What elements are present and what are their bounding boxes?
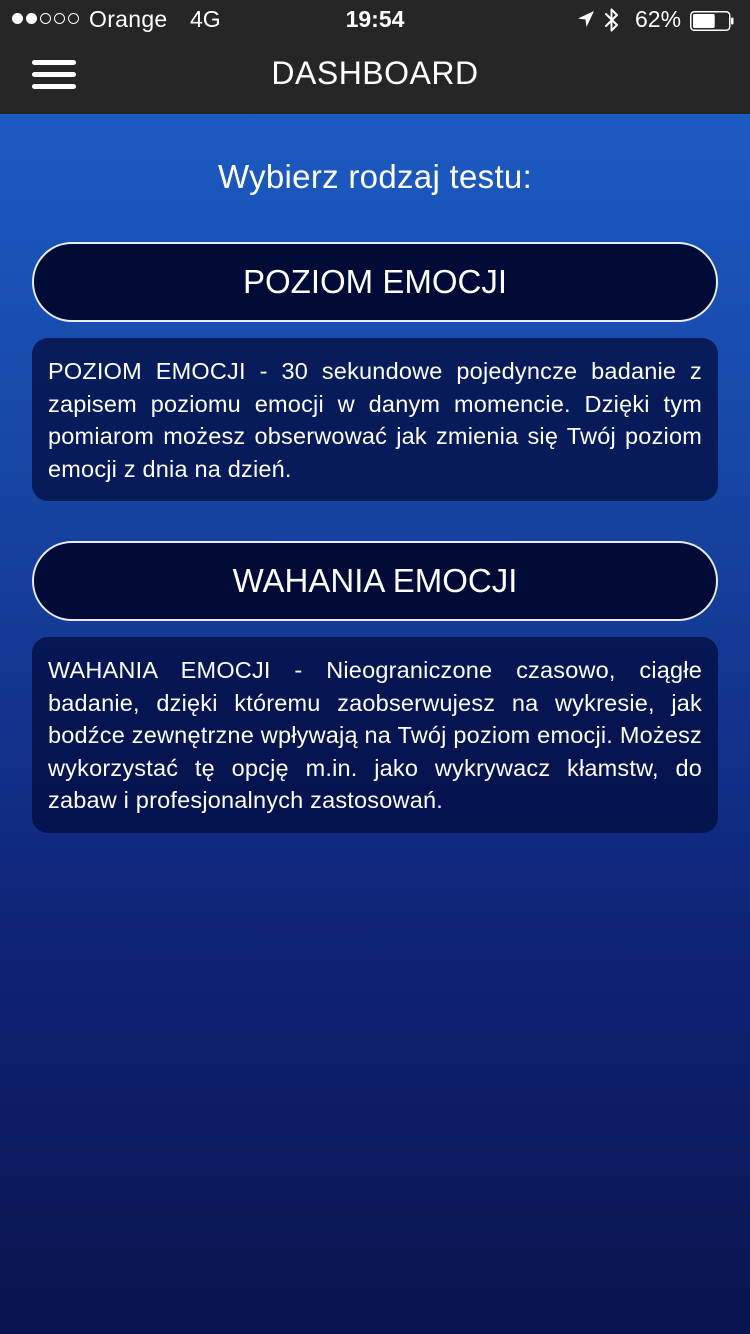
top-bar (0, 0, 750, 114)
dashboard-content (0, 114, 750, 1334)
carrier-name: Orange (89, 6, 168, 32)
poziom-emocji-description: POZIOM EMOCJI - 30 sekundowe pojedyncze badanie z zapisem poziomu emocji w danym momencie. Dzięki tym pomiarom możesz obserwować jak zmienia się Twój poziom emocji z dnia na dzień. (32, 338, 718, 501)
status-time: 19:54 (345, 6, 405, 32)
poziom-emocji-button[interactable]: POZIOM EMOCJI (32, 242, 718, 322)
status-bar (0, 0, 750, 40)
battery-icon (690, 11, 734, 31)
wahania-emocji-description: WAHANIA EMOCJI - Nieograniczone czasowo, ciągłe badanie, dzięki któremu zaobserwujesz na wykresie, jak bodźce zewnętrzne wpływają na Twój poziom emocji. Możesz wykorzystać tę opcję m.in. jako wykrywacz kłamstw, do zabaw i profesjonalnych zastosowań. (32, 637, 718, 833)
network-type: 4G (190, 6, 221, 32)
bluetooth-icon (603, 7, 621, 33)
test-type-prompt: Wybierz rodzaj testu: (217, 158, 533, 195)
location-arrow-icon (576, 9, 596, 29)
battery-percent: 62% (635, 6, 682, 32)
navigation-bar (0, 40, 750, 114)
battery-level-fill (693, 14, 715, 28)
page-title: DASHBOARD (271, 55, 479, 91)
wahania-emocji-button[interactable]: WAHANIA EMOCJI (32, 541, 718, 621)
